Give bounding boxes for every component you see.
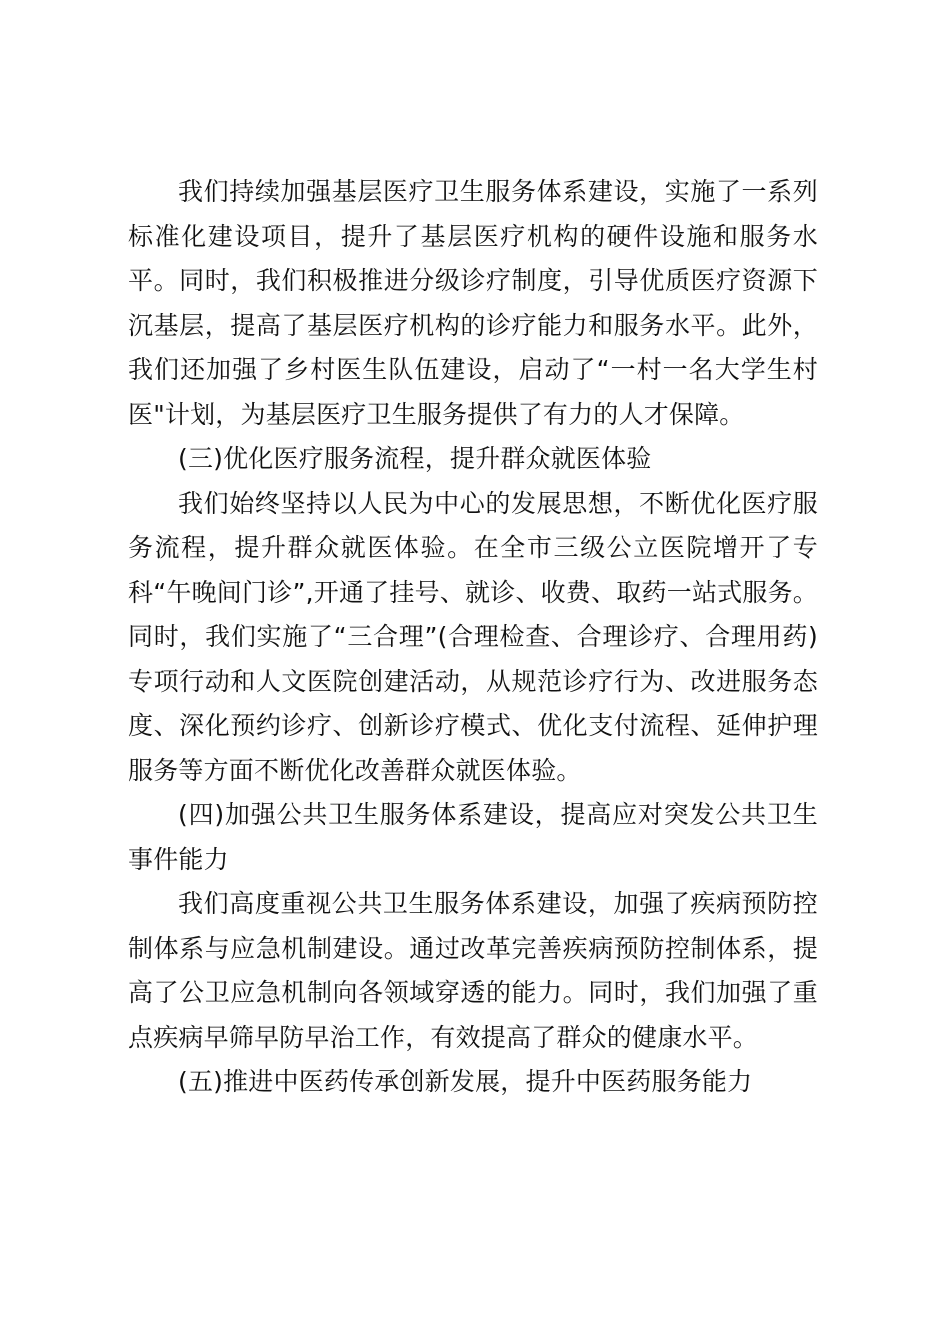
paragraph-medical-service-process: 我们始终坚持以人民为中心的发展思想，不断优化医疗服务流程，提升群众就医体验。在全市三级公立医院增开了专科“午晚间门诊”,开通了挂号、就诊、收费、取药一站式服务。同时，我们实施了“三合理”(合理检查、合理诊疗、合理用药)专项行动和人文医院创建活动，从规范诊疗行为、改进服务态度、深化预约诊疗、创新诊疗模式、优化支付流程、延伸护理服务等方面不断优化改善群众就医体验。 bbox=[128, 488, 818, 785]
paragraph-grassroots-healthcare: 我们持续加强基层医疗卫生服务体系建设，实施了一系列标准化建设项目，提升了基层医疗机构的硬件设施和服务水平。同时，我们积极推进分级诊疗制度，引导优质医疗资源下沉基层，提高了基层医疗机构的诊疗能力和服务水平。此外，我们还加强了乡村医生队伍建设，启动了“一村一名大学生村医"计划，为基层医疗卫生服务提供了有力的人才保障。 bbox=[128, 177, 818, 429]
section-heading-5: (五)推进中医药传承创新发展，提升中医药服务能力 bbox=[178, 1067, 753, 1096]
document-body bbox=[128, 170, 818, 1105]
section-heading-4: (四)加强公共卫生服务体系建设，提高应对突发公共卫生事件能力 bbox=[128, 800, 818, 874]
section-heading-3: (三)优化医疗服务流程，提升群众就医体验 bbox=[178, 444, 652, 473]
paragraph-public-health: 我们高度重视公共卫生服务体系建设，加强了疾病预防控制体系与应急机制建设。通过改革完善疾病预防控制体系，提高了公卫应急机制向各领域穿透的能力。同时，我们加强了重点疾病早筛早防早治工作，有效提高了群众的健康水平。 bbox=[128, 889, 818, 1052]
